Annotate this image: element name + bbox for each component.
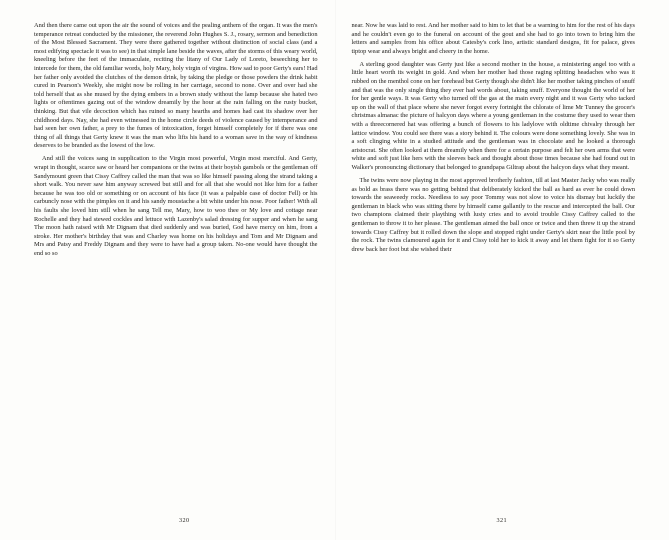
right-page-text (352, 22, 636, 254)
right-page (335, 22, 636, 530)
paragraph: A sterling good daughter was Gerty just like a second mother in the house, a ministering angel too with a little heart worth its weight in gold. And when her mother had those raging splitting headaches who was it rubbed on the menthol cone on her forehead but Gerty though she didn't like her mother taking pinches of snuff and that was the only single thing they ever had words about, taking snuff. Everyone thought the world of her for her gentle ways. It was Gerty who turned off the gas at the main every night and it was Gerty who tacked up on the wall of that place where she never forgot every fortnight the chlorate of lime Mr Tunney the grocer's christmas almanac the picture of halcyon days where a young gentleman in the costume they used to wear then with a threecornered hat was offering a bunch of flowers to his ladylove with oldtime chivalry through her lattice window. You could see there was a story behind it. The colours were done something lovely. She was in a soft clinging white in a studied attitude and the gentleman was in chocolate and he looked a thorough aristocrat. She often looked at them dreamily when there for a certain purpose and felt her own arms that were white and soft just like hers with the sleeves back and thought about those times because she had found out in Walker's pronouncing dictionary that belonged to grandpapa Giltrap about the halcyon days what they meant. (351, 60, 635, 171)
paragraph: The twins were now playing in the most approved brotherly fashion, till at last Master Jacky who was really as bold as brass there was no getting behind that deliberately kicked the ball as hard as ever he could down towards the seaweedy rocks. Needless to say poor Tommy was not slow to voice his dismay but luckily the gentleman in black who was sitting there by himself came gallantly to the rescue and intercepted the ball. Our two champions claimed their plaything with lusty cries and to avoid trouble Cissy Caffrey called to the gentleman to throw it to her please. The gentleman aimed the ball once or twice and then threw it up the strand towards Cissy Caffrey but it rolled down the slope and stopped right under Gerty's skirt near the little pool by the rock. The twins clamoured again for it and Cissy told her to kick it away and let them fight for it so Gerty drew back her foot but she wished their (351, 177, 635, 253)
left-page (34, 22, 335, 530)
page-number-left: 320 (179, 517, 190, 524)
paragraph: And still the voices sang in supplication to the Virgin most powerful, Virgin most merciful. And Gerty, wrapt in thought, scarce saw or heard her companions or the twins at their boyish gambols or the gentleman off Sandymount green that Cissy Caffrey called the man that was so like himself passing along the strand taking a short walk. You never saw him anyway screwed but still and for all that she would not like him for a father because he was too old or something or on account of his face (it was a palpable case of doctor Fell) or his carbuncly nose with the pimples on it and his sandy moustache a bit white under his nose. Poor father! With all his faults she loved him still when he sang Tell me, Mary, how to woo thee or My love and cottage near Rochelle and they had stewed cockles and lettuce with Lazenby's salad dressing for supper and when he sang The moon hath raised with Mr Dignam that died suddenly and was buried, God have mercy on him, from a stroke. Her mother's birthday that was and Charley was home on his holidays and Tom and Mr Dignam and Mrs and Patsy and Freddy Dignam and they were to have had a group taken. No-one would have thought the end so so (34, 155, 318, 257)
page-number-right: 321 (496, 517, 507, 524)
paragraph: And then there came out upon the air the sound of voices and the pealing anthem of the organ. It was the men's temperance retreat conducted by the missioner, the reverend John Hughes S. J., rosary, sermon and benediction of the Most Blessed Sacrament. They were there gathered together without distinction of social class (and a most edifying spectacle it was to see) in that simple lane beside the waves, after the storms of this weary world, kneeling before the feet of the immaculate, reciting the litany of Our Lady of Loreto, beseeching her to intercede for them, the old familiar words, holy Mary, holy virgin of virgins. How sad to poor Gerty's ears! Had her father only avoided the clutches of the demon drink, by taking the pledge or those powders the drink habit cured in Pearson's Weekly, she might now be rolling in her carriage, second to none. Over and over had she told herself that as she mused by the dying embers in a brown study without the lamp because she hated two lights or oftentimes gazing out of the window dreamily by the hour at the rain falling on the rusty bucket, thinking. But that vile decoction which has ruined so many hearths and homes had cast its shadow over her childhood days. Nay, she had even witnessed in the home circle deeds of violence caused by intemperance and had seen her own father, a prey to the fumes of intoxication, forget himself completely for if there was one thing of all things that Gerty knew it was the man who lifts his hand to a woman save in the way of kindness deserves to be branded as the lowest of the low. (34, 22, 318, 150)
left-page-text (34, 22, 318, 259)
paragraph: near. Now he was laid to rest. And her mother said to him to let that be a warning to him for the rest of his days and he couldn't even go to the funeral on account of the gout and she had to go into town to bring him the letters and samples from his office about Catesby's cork lino, artistic standard designs, fit for palace, gives tiptop wear and always bright and cheery in the home. (351, 22, 635, 55)
